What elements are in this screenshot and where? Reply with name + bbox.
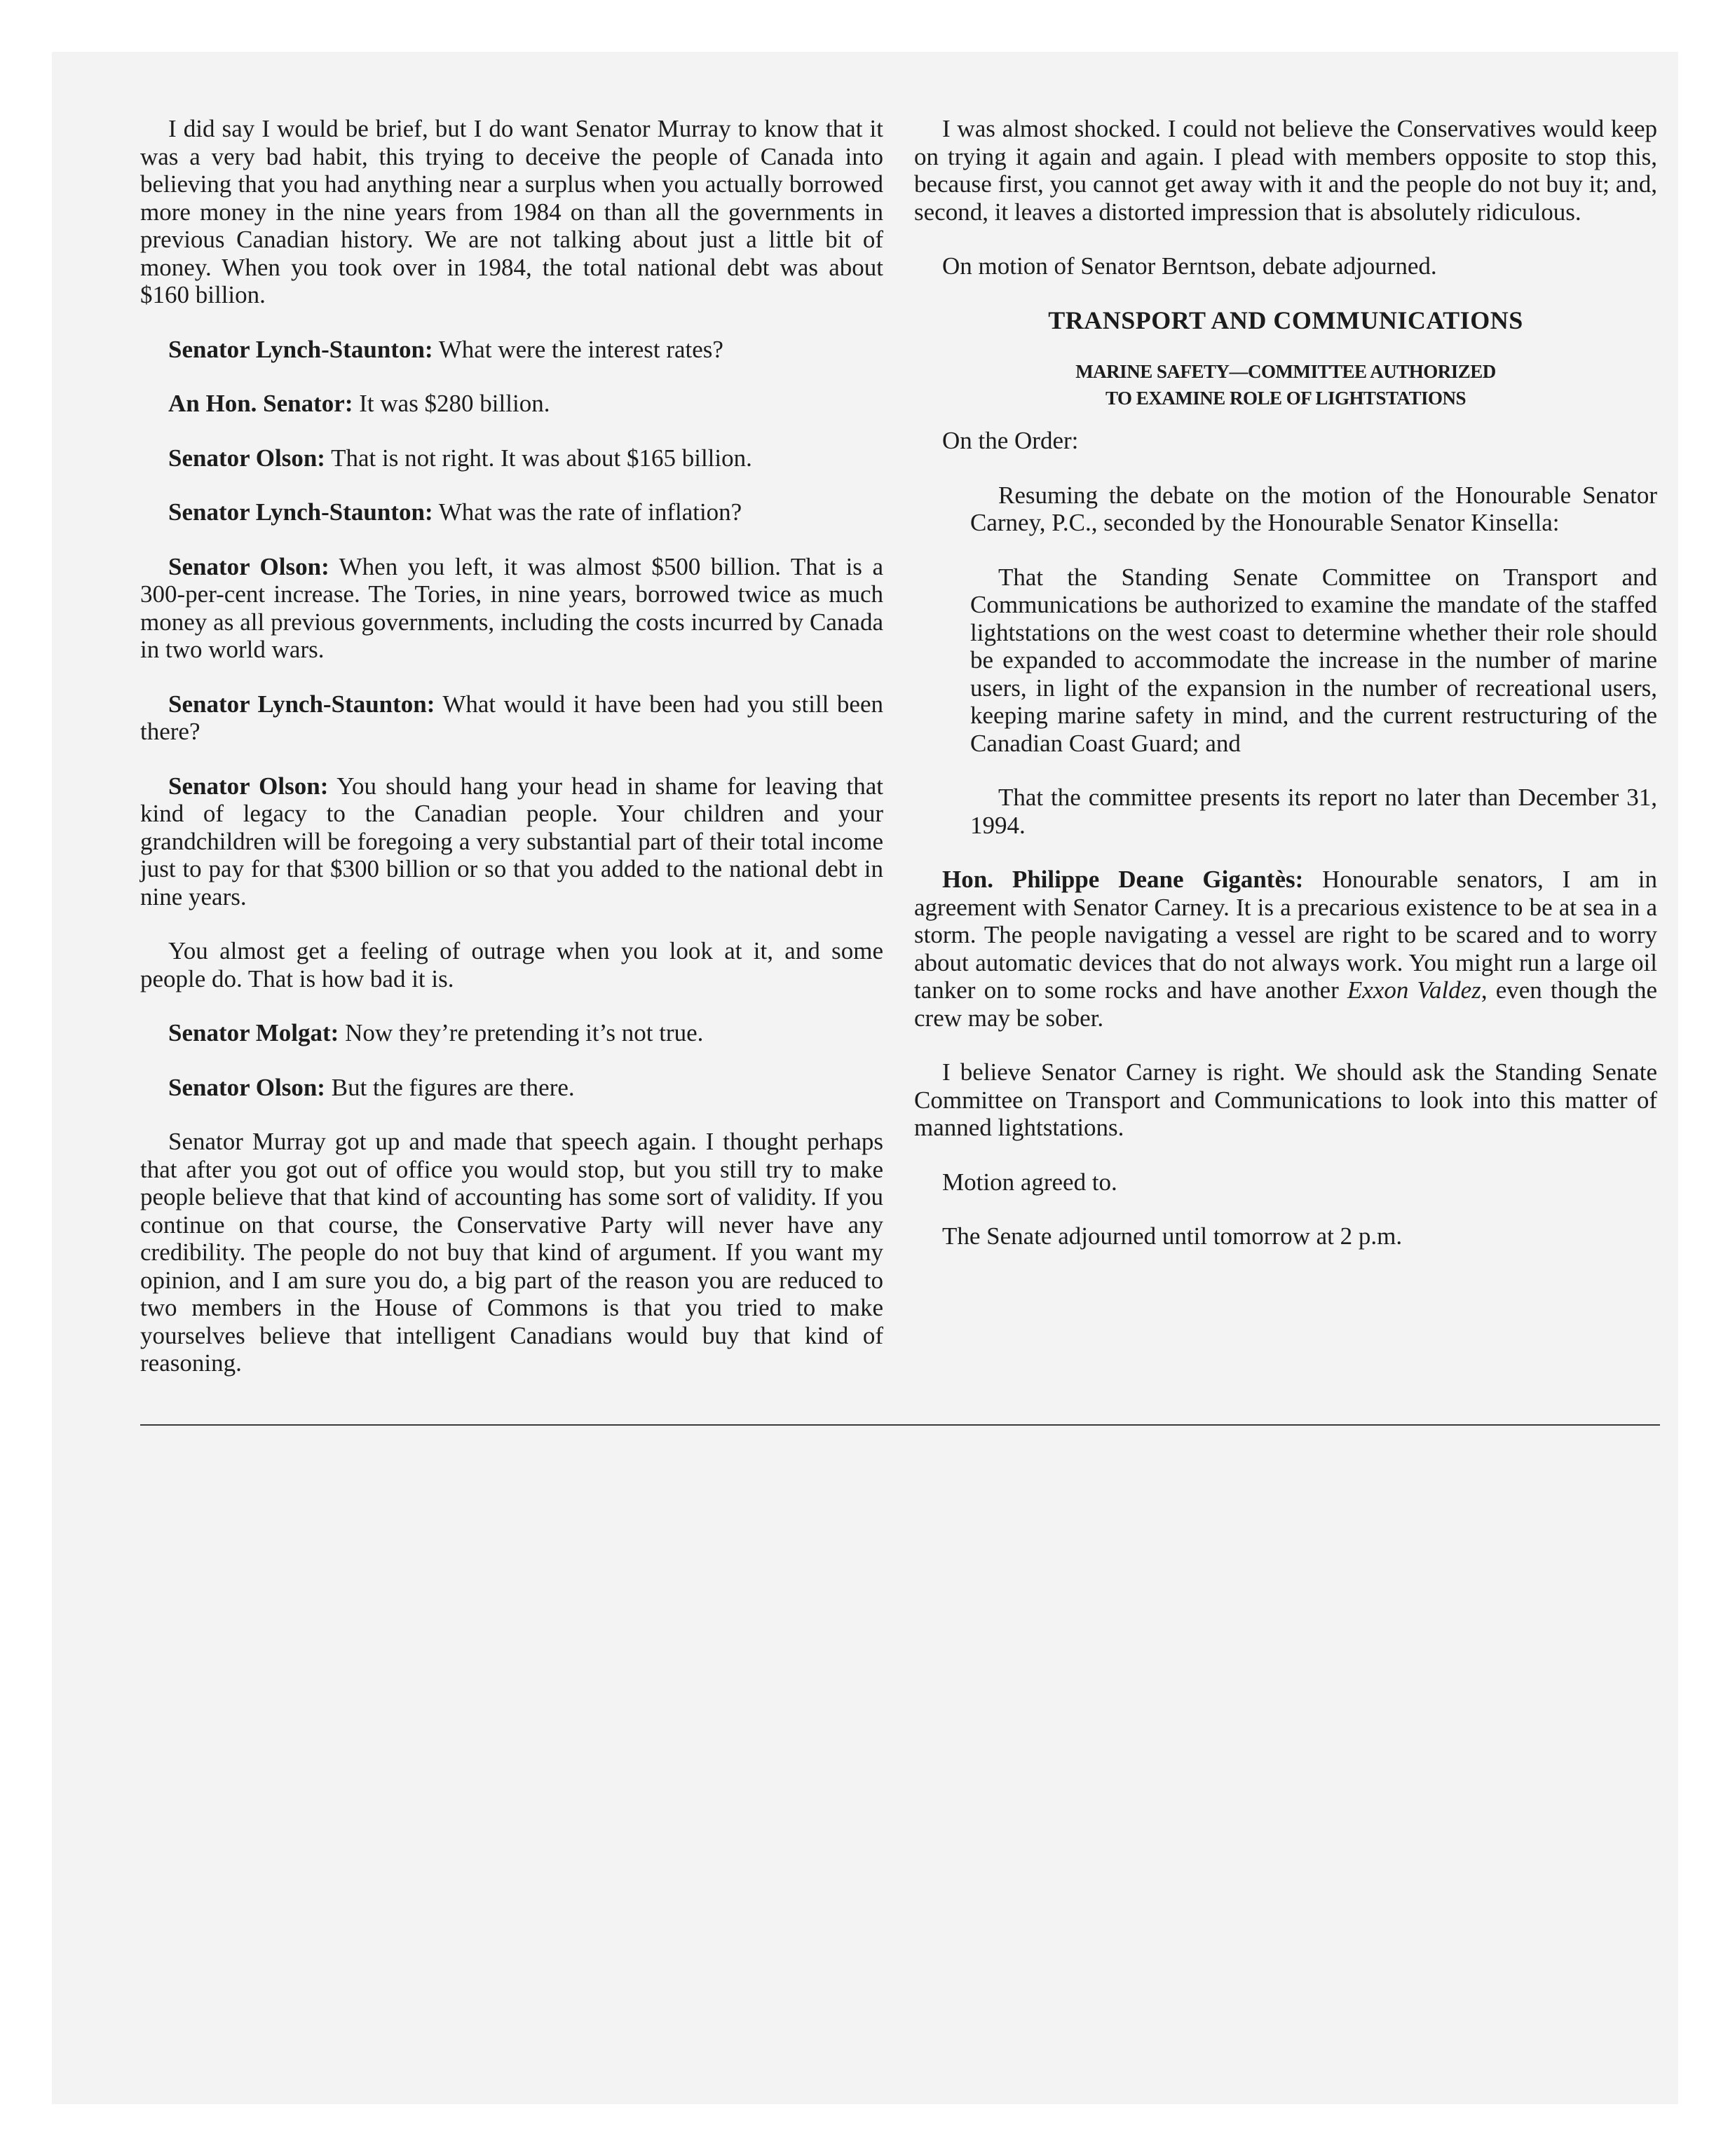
speech-text: What were the interest rates?	[433, 335, 723, 363]
speech-text: What was the rate of inflation?	[433, 498, 742, 526]
paragraph: On the Order:	[942, 427, 1079, 454]
speaker-name: Senator Molgat:	[168, 1019, 339, 1046]
speaker-name: Senator Lynch-Staunton:	[168, 335, 433, 363]
speech-text: What would it have been had you still been there?	[140, 690, 884, 745]
section-heading: TRANSPORT AND COMMUNICATIONS	[1048, 306, 1523, 334]
speech-text: When you left, it was almost $500 billion. That is a 300-per-cent increase. The Tories, in nine years, borrowed twice as much money as all previous governments, including the costs incurred by Canada in two world wars.	[140, 552, 883, 663]
speech-paragraph	[140, 1074, 883, 1102]
paragraph: On motion of Senator Berntson, debate adjourned.	[942, 252, 1437, 280]
paragraph: I was almost shocked. I could not believe the Conservatives would keep on trying it again and again. I plead with members opposite to stop this, because first, you cannot get away with it and the people do not buy it; and, second, it leaves a distorted impression that is absolutely ridiculous.	[914, 115, 1657, 226]
ship-name: Exxon Valdez	[1347, 976, 1481, 1004]
motion-quote: Resuming the debate on the motion of the Honourable Senator Carney, P.C., seconded by the Honourable Senator Kinsella:	[970, 481, 1657, 536]
speech-text: , even though the crew may be sober.	[914, 976, 1657, 1032]
sub-heading-line: MARINE SAFETY—COMMITTEE AUTHORIZED	[1075, 361, 1496, 382]
horizontal-rule	[140, 1424, 1660, 1426]
paragraph: Senator Murray got up and made that speech again. I thought perhaps that after you got out of office you would stop, but you still try to make people believe that that kind of accounting has some sort of validity. If you continue on that course, the Conservative Party will never have any credibility. The people do not buy that kind of argument. If you want my opinion, and I am sure you do, a big part of the reason you are reduced to two members in the House of Commons is that you tried to make yourselves believe that intelligent Canadians would buy that kind of reasoning.	[140, 1128, 883, 1377]
speech-text: Honourable senators, I am in agreement with Senator Carney. It is a precarious existence to be at sea in a storm. The people navigating a vessel are right to be scared and to worry about automatic devices that do not always work. You might run a large oil tanker on to some rocks and have another	[914, 866, 1657, 1004]
paragraph: I believe Senator Carney is right. We should ask the Standing Senate Committee on Transport and Communications to look into this matter of manned lightstations.	[914, 1058, 1657, 1141]
page-sheet	[52, 52, 1678, 2104]
speech-paragraph	[140, 1019, 883, 1047]
speaker-name: Senator Olson:	[168, 444, 325, 472]
speech-text: It was $280 billion.	[353, 390, 550, 417]
left-column	[140, 115, 883, 1404]
speaker-name: An Hon. Senator:	[168, 390, 353, 417]
speaker-name: Senator Lynch-Staunton:	[168, 498, 433, 526]
motion-quote: That the committee presents its report no later than December 31, 1994.	[970, 784, 1657, 839]
speaker-name: Senator Olson:	[168, 1073, 325, 1101]
speech-paragraph	[140, 498, 883, 526]
speaker-name: Senator Olson:	[168, 772, 329, 800]
speech-paragraph	[140, 553, 883, 664]
speech-paragraph	[914, 866, 1657, 1032]
paragraph: Motion agreed to.	[942, 1168, 1117, 1196]
right-column	[914, 115, 1657, 1277]
speech-paragraph	[140, 390, 883, 418]
paragraph: You almost get a feeling of outrage when you look at it, and some people do. That is how bad it is.	[140, 937, 883, 992]
speech-paragraph	[140, 772, 883, 911]
sub-heading-line: TO EXAMINE ROLE OF LIGHTSTATIONS	[1105, 388, 1467, 409]
speaker-name: Senator Olson:	[168, 552, 329, 580]
speech-paragraph	[140, 690, 883, 746]
paragraph: I did say I would be brief, but I do want Senator Murray to know that it was a very bad habit, this trying to deceive the people of Canada into believing that you had anything near a surplus when you actually borrowed more money in the nine years from 1984 on than all the governments in previous Canadian history. We are not talking about just a little bit of money. When you took over in 1984, the total national debt was about $160 billion.	[140, 115, 883, 308]
sub-heading	[914, 358, 1657, 411]
speech-text: That is not right. It was about $165 billion.	[325, 444, 752, 472]
speech-text: You should hang your head in shame for leaving that kind of legacy to the Canadian people. Your children and your grandchildren will be foregoing a very substantial part of their total income just to pay for that $300 billion or so that you added to the national debt in nine years.	[140, 772, 883, 910]
speaker-name: Senator Lynch-Staunton:	[168, 690, 435, 718]
speech-paragraph	[140, 336, 883, 364]
speech-text: Now they’re pretending it’s not true.	[339, 1019, 704, 1046]
speech-paragraph	[140, 444, 883, 472]
speech-text: But the figures are there.	[325, 1073, 575, 1101]
paragraph: The Senate adjourned until tomorrow at 2 p.m.	[942, 1222, 1403, 1250]
motion-quote: That the Standing Senate Committee on Transport and Communications be authorized to examine the mandate of the staffed lightstations on the west coast to determine whether their role should be expanded to accommodate the increase in the number of marine users, in light of the expansion in the number of recreational users, keeping marine safety in mind, and the current restructuring of the Canadian Coast Guard; and	[970, 563, 1657, 757]
speaker-name: Hon. Philippe Deane Gigantès:	[942, 866, 1304, 893]
